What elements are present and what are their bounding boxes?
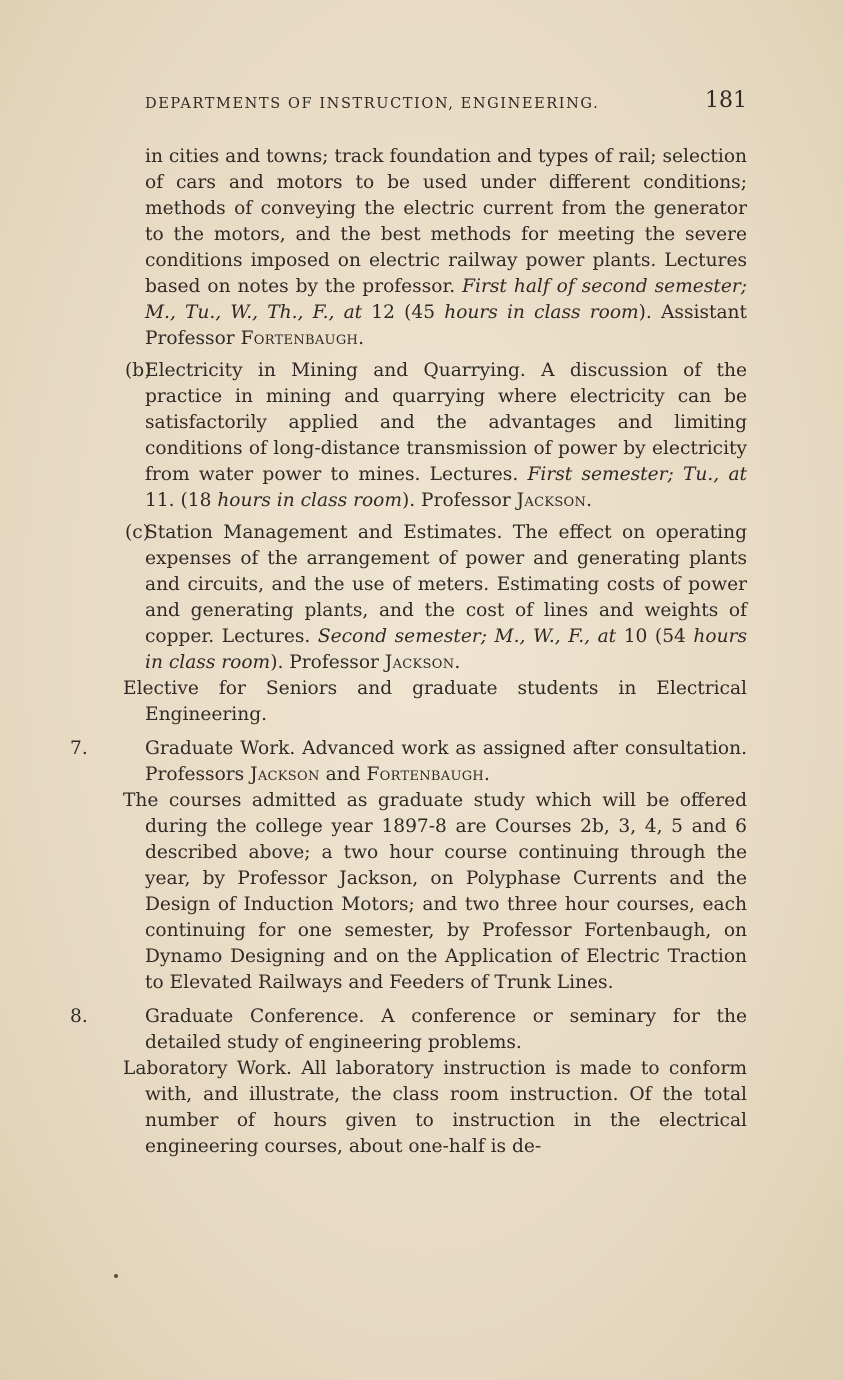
item-label: (b)	[125, 360, 152, 381]
item-number: 8.	[70, 1006, 88, 1027]
page-header	[145, 88, 747, 122]
paragraph-laboratory-work: Laboratory Work. All laboratory instruction is made to conform with, and illustrate, the class room instruction. Of the total number of hours given to instruction in the electrical engineering courses, about one-half is de-	[123, 1058, 747, 1157]
paragraph-station-management: (c) Station Management and Estimates. The effect on operating expenses of the arrangement of power and generating plants and circuits, and the use of meters. Estimating costs of power and generating plants, and the cost of lines and weights of copper. Lectures. Second semester; M., W., F., at 10 (54 hours in class room). Professor Jackson.	[125, 522, 747, 673]
professor-name: Jackson.	[384, 652, 461, 673]
item-label: (c)	[125, 522, 150, 543]
professor-name: Fortenbaugh.	[240, 328, 365, 349]
item-number: 7.	[70, 738, 88, 759]
page-number: 181	[705, 88, 747, 113]
professor-name: Jackson.	[516, 490, 593, 511]
paragraph-mining: (b) Electricity in Mining and Quarrying. A discussion of the practice in mining and quarrying where electricity can be satisfactorily applied and the advantages and limiting conditions of long-distance transmission of power by electricity from water power to mines. Lectures. First semester; Tu., at 11. (18 hours in class room). Professor Jackson.	[125, 360, 748, 511]
paragraph-elective: Elective for Seniors and graduate students in Electrical Engineering.	[123, 678, 747, 725]
paper-speck	[114, 1274, 118, 1278]
running-head: DEPARTMENTS OF INSTRUCTION, ENGINEERING.	[145, 96, 600, 112]
page-body	[0, 144, 844, 1160]
paragraph-graduate-conference: 8. Graduate Conference. A conference or seminary for the detailed study of engineering problems.	[70, 1006, 747, 1053]
paragraph-graduate-work: 7. Graduate Work. Advanced work as assigned after consultation. Professors Jackson and Fortenbaugh.	[70, 738, 747, 785]
paragraph-railway-continued: in cities and towns; track foundation and types of rail; selection of cars and motors to be used under different conditions; methods of conveying the electric current from the generator to the motors, and the best methods for meeting the severe conditions imposed on electric railway power plants. Lectures based on notes by the professor. First half of second semester; M., Tu., W., Th., F., at 12 (45 hours in class room). Assistant Professor Fortenbaugh.	[145, 146, 747, 349]
paragraph-graduate-courses: The courses admitted as graduate study which will be offered during the college year 1897-8 are Courses 2b, 3, 4, 5 and 6 described above; a two hour course continuing through the year, by Professor Jackson, on Polyphase Currents and the Design of Induction Motors; and two three hour courses, each continuing for one semester, by Professor Fortenbaugh, on Dynamo Designing and on the Application of Electric Traction to Elevated Railways and Feeders of Trunk Lines.	[123, 790, 747, 993]
